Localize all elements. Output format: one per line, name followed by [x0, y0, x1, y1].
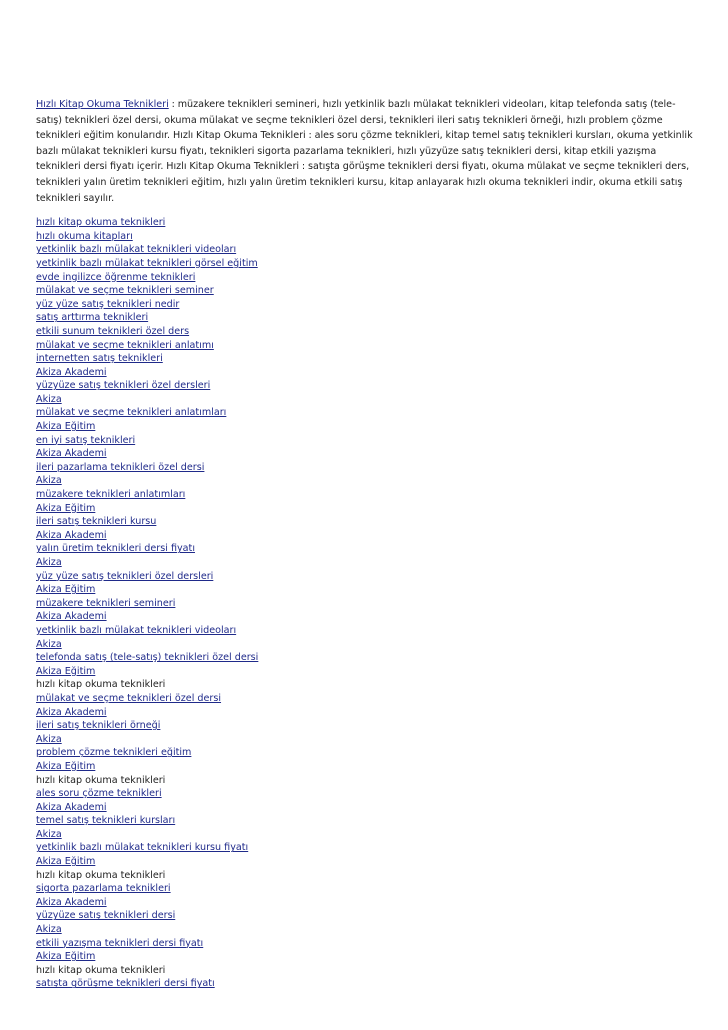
list-link[interactable]: etkili sunum teknikleri özel ders — [36, 325, 190, 337]
list-item — [36, 529, 696, 543]
link-list — [36, 216, 696, 991]
list-item — [36, 964, 696, 978]
list-link[interactable]: Akiza — [36, 638, 62, 650]
list-item — [36, 379, 696, 393]
list-item — [36, 610, 696, 624]
list-item — [36, 352, 696, 366]
list-link[interactable]: ales soru çözme teknikleri — [36, 788, 162, 800]
list-link[interactable]: en iyi satış teknikleri — [36, 434, 136, 446]
list-item — [36, 787, 696, 801]
list-link[interactable]: problem çözme teknikleri eğitim — [36, 747, 192, 759]
list-link[interactable]: müzakere teknikleri anlatımları — [36, 489, 186, 501]
list-item — [36, 284, 696, 298]
list-item — [36, 447, 696, 461]
list-text: hızlı kitap okuma teknikleri — [36, 679, 166, 691]
list-item — [36, 502, 696, 516]
list-item — [36, 271, 696, 285]
list-link[interactable]: Akiza Akademi — [36, 896, 107, 908]
list-item — [36, 841, 696, 855]
list-item — [36, 869, 696, 883]
list-item — [36, 230, 696, 244]
list-link[interactable]: hızlı okuma kitapları — [36, 230, 133, 242]
list-item — [36, 406, 696, 420]
list-item — [36, 474, 696, 488]
list-link[interactable]: mülakat ve seçme teknikleri seminer — [36, 285, 214, 297]
list-item — [36, 556, 696, 570]
list-link[interactable]: Akiza Akademi — [36, 801, 107, 813]
list-link[interactable]: mülakat ve seçme teknikleri anlatımı — [36, 339, 214, 351]
list-link[interactable]: etkili yazışma teknikleri dersi fiyatı — [36, 937, 204, 949]
list-link[interactable]: ileri pazarlama teknikleri özel dersi — [36, 461, 205, 473]
list-link[interactable]: yetkinlik bazlı mülakat teknikleri videoları — [36, 244, 237, 256]
list-item — [36, 420, 696, 434]
list-link[interactable]: Akiza — [36, 924, 62, 936]
list-link[interactable]: telefonda satış (tele-satış) teknikleri özel dersi — [36, 652, 259, 664]
list-link[interactable]: mülakat ve seçme teknikleri özel dersi — [36, 692, 222, 704]
list-link[interactable]: ileri satış teknikleri örneği — [36, 720, 161, 732]
list-link[interactable]: yetkinlik bazlı mülakat teknikleri görsel eğitim — [36, 257, 258, 269]
list-item — [36, 570, 696, 584]
list-item — [36, 950, 696, 964]
list-link[interactable]: satış arttırma teknikleri — [36, 312, 149, 324]
list-link[interactable]: Akiza Akademi — [36, 448, 107, 460]
list-item — [36, 638, 696, 652]
list-link[interactable]: Akiza Eğitim — [36, 760, 96, 772]
list-link[interactable]: Akiza Eğitim — [36, 584, 96, 596]
list-item — [36, 298, 696, 312]
list-text: hızlı kitap okuma teknikleri — [36, 774, 166, 786]
list-item — [36, 909, 696, 923]
list-link[interactable]: Akiza Akademi — [36, 529, 107, 541]
list-item — [36, 665, 696, 679]
list-item — [36, 733, 696, 747]
list-item — [36, 325, 696, 339]
list-link[interactable]: temel satış teknikleri kursları — [36, 815, 176, 827]
list-link[interactable]: yetkinlik bazlı mülakat teknikleri kursu fiyatı — [36, 842, 249, 854]
list-item — [36, 393, 696, 407]
list-item — [36, 542, 696, 556]
list-item — [36, 678, 696, 692]
list-link[interactable]: ileri satış teknikleri kursu — [36, 516, 157, 528]
list-link[interactable]: Akiza Eğitim — [36, 951, 96, 963]
intro-text: : müzakere teknikleri semineri, hızlı yetkinlik bazlı mülakat teknikleri videoları, kitap telefonda satış (tele-satış) teknikleri özel dersi, okuma mülakat ve seçme teknikleri özel dersi, teknikleri ileri satış teknikleri örneği, hızlı problem çözme teknikleri eğitim konularıdır. Hızlı Kitap Okuma Teknikleri : ales soru çözme teknikleri, kitap temel satış teknikleri kursları, okuma yetkinlik bazlı mülakat teknikleri kursu fiyatı, teknikleri sigorta pazarlama teknikleri, hızlı yüzyüze satış teknikleri dersi, kitap etkili yazışma teknikleri dersi fiyatı içerir. Hızlı Kitap Okuma Teknikleri : satışta görüşme teknikleri dersi fiyatı, okuma mülakat ve seçme teknikleri ders, teknikleri yalın üretim teknikleri eğitim, hızlı yalın üretim teknikleri kursu, kitap anlayarak hızlı okuma teknikleri indir, okuma etkili satış teknikleri sayılır. — [36, 99, 693, 204]
list-link[interactable]: Akiza Eğitim — [36, 502, 96, 514]
list-link[interactable]: Akiza Eğitim — [36, 665, 96, 677]
list-item — [36, 706, 696, 720]
document-page — [36, 97, 696, 991]
list-link[interactable]: hızlı kitap okuma teknikleri — [36, 217, 166, 229]
list-link[interactable]: Akiza Akademi — [36, 611, 107, 623]
list-item — [36, 760, 696, 774]
intro-title-link[interactable]: Hızlı Kitap Okuma Teknikleri — [36, 99, 169, 110]
list-item — [36, 692, 696, 706]
list-link[interactable]: Akiza Eğitim — [36, 856, 96, 868]
list-link[interactable]: yetkinlik bazlı mülakat teknikleri videoları — [36, 624, 237, 636]
list-item — [36, 896, 696, 910]
list-link[interactable]: yüzyüze satış teknikleri dersi — [36, 910, 176, 922]
list-item — [36, 923, 696, 937]
list-link[interactable]: Akiza Akademi — [36, 366, 107, 378]
list-item — [36, 651, 696, 665]
list-link[interactable]: Akiza — [36, 475, 62, 487]
intro-paragraph — [36, 97, 696, 206]
list-item — [36, 366, 696, 380]
list-link[interactable]: Akiza — [36, 733, 62, 745]
list-item — [36, 828, 696, 842]
list-item — [36, 977, 696, 991]
list-link[interactable]: Akiza — [36, 393, 62, 405]
list-link[interactable]: yüz yüze satış teknikleri nedir — [36, 298, 180, 310]
list-item — [36, 719, 696, 733]
list-item — [36, 461, 696, 475]
list-item — [36, 311, 696, 325]
list-text: hızlı kitap okuma teknikleri — [36, 964, 166, 976]
list-item — [36, 488, 696, 502]
list-link[interactable]: sigorta pazarlama teknikleri — [36, 883, 171, 895]
list-link[interactable]: yüz yüze satış teknikleri özel dersleri — [36, 570, 214, 582]
list-item — [36, 583, 696, 597]
list-item — [36, 801, 696, 815]
list-link[interactable]: Akiza — [36, 557, 62, 568]
list-item — [36, 257, 696, 271]
list-link[interactable]: yüzyüze satış teknikleri özel dersleri — [36, 380, 211, 392]
list-link[interactable]: mülakat ve seçme teknikleri anlatımları — [36, 407, 227, 419]
list-link[interactable]: Akiza Akademi — [36, 706, 107, 718]
list-link[interactable]: Akiza — [36, 828, 62, 840]
list-item — [36, 746, 696, 760]
list-item — [36, 774, 696, 788]
list-item — [36, 597, 696, 611]
list-item — [36, 434, 696, 448]
list-item — [36, 624, 696, 638]
list-link[interactable]: müzakere teknikleri semineri — [36, 597, 176, 609]
list-item — [36, 882, 696, 896]
list-item — [36, 216, 696, 230]
list-text: hızlı kitap okuma teknikleri — [36, 869, 166, 881]
list-item — [36, 515, 696, 529]
list-link[interactable]: evde ingilizce öğrenme teknikleri — [36, 271, 196, 283]
list-link[interactable]: internetten satış teknikleri — [36, 353, 163, 365]
list-link[interactable]: yalın üretim teknikleri dersi fiyatı — [36, 543, 195, 555]
list-item — [36, 855, 696, 869]
list-item — [36, 243, 696, 257]
list-item — [36, 937, 696, 951]
list-item — [36, 339, 696, 353]
list-link[interactable]: satışta görüşme teknikleri dersi fiyatı — [36, 978, 215, 990]
list-link[interactable]: Akiza Eğitim — [36, 421, 96, 433]
list-item — [36, 814, 696, 828]
